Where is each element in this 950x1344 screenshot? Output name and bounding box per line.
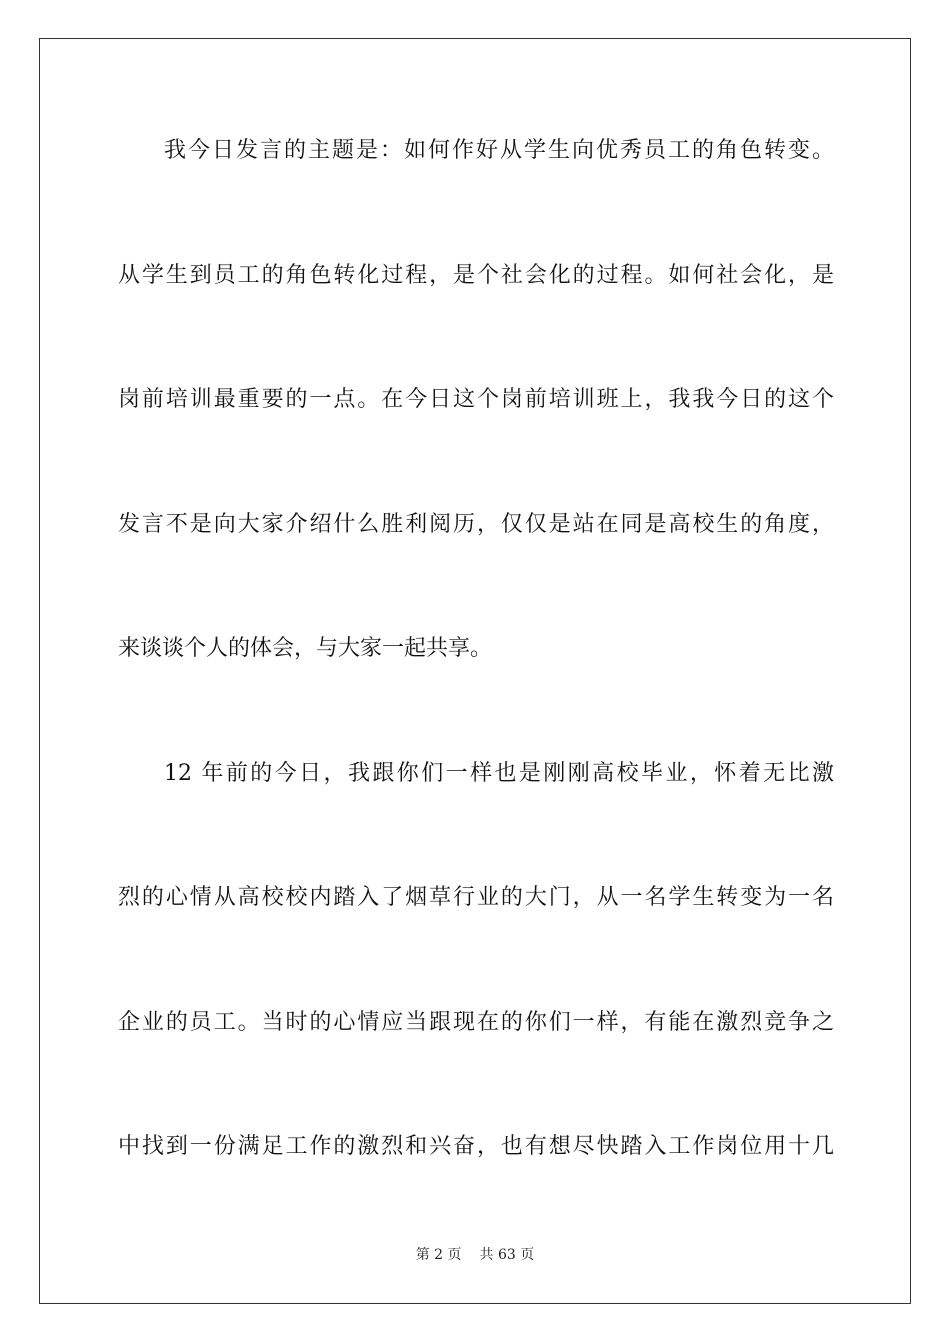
text-line: 发言不是向大家介绍什么胜利阅历，仅仅是站在同是高校生的角度， [118,512,834,537]
text-line: 烈的心情从高校校内踏入了烟草行业的大门，从一名学生转变为一名 [118,885,834,910]
page-footer [0,1245,950,1265]
text-line: 从学生到员工的角色转化过程，是个社会化的过程。如何社会化，是 [118,263,834,288]
page-total: 共 63 页 [479,1247,535,1263]
text-line: 来谈谈个人的体会，与大家一起共享。 [118,636,493,661]
text-line: 企业的员工。当时的心情应当跟现在的你们一样，有能在激烈竞争之 [118,1010,834,1035]
text-line: 12 年前的今日，我跟你们一样也是刚刚高校毕业，怀着无比激 [164,761,834,786]
page-number: 第 2 页 [415,1247,462,1263]
text-line: 岗前培训最重要的一点。在今日这个岗前培训班上，我我今日的这个 [118,387,834,412]
text-line: 中找到一份满足工作的激烈和兴奋，也有想尽快踏入工作岗位用十几 [118,1134,834,1159]
text-line: 我今日发言的主题是：如何作好从学生向优秀员工的角色转变。 [164,138,834,163]
page-border [39,38,911,1304]
